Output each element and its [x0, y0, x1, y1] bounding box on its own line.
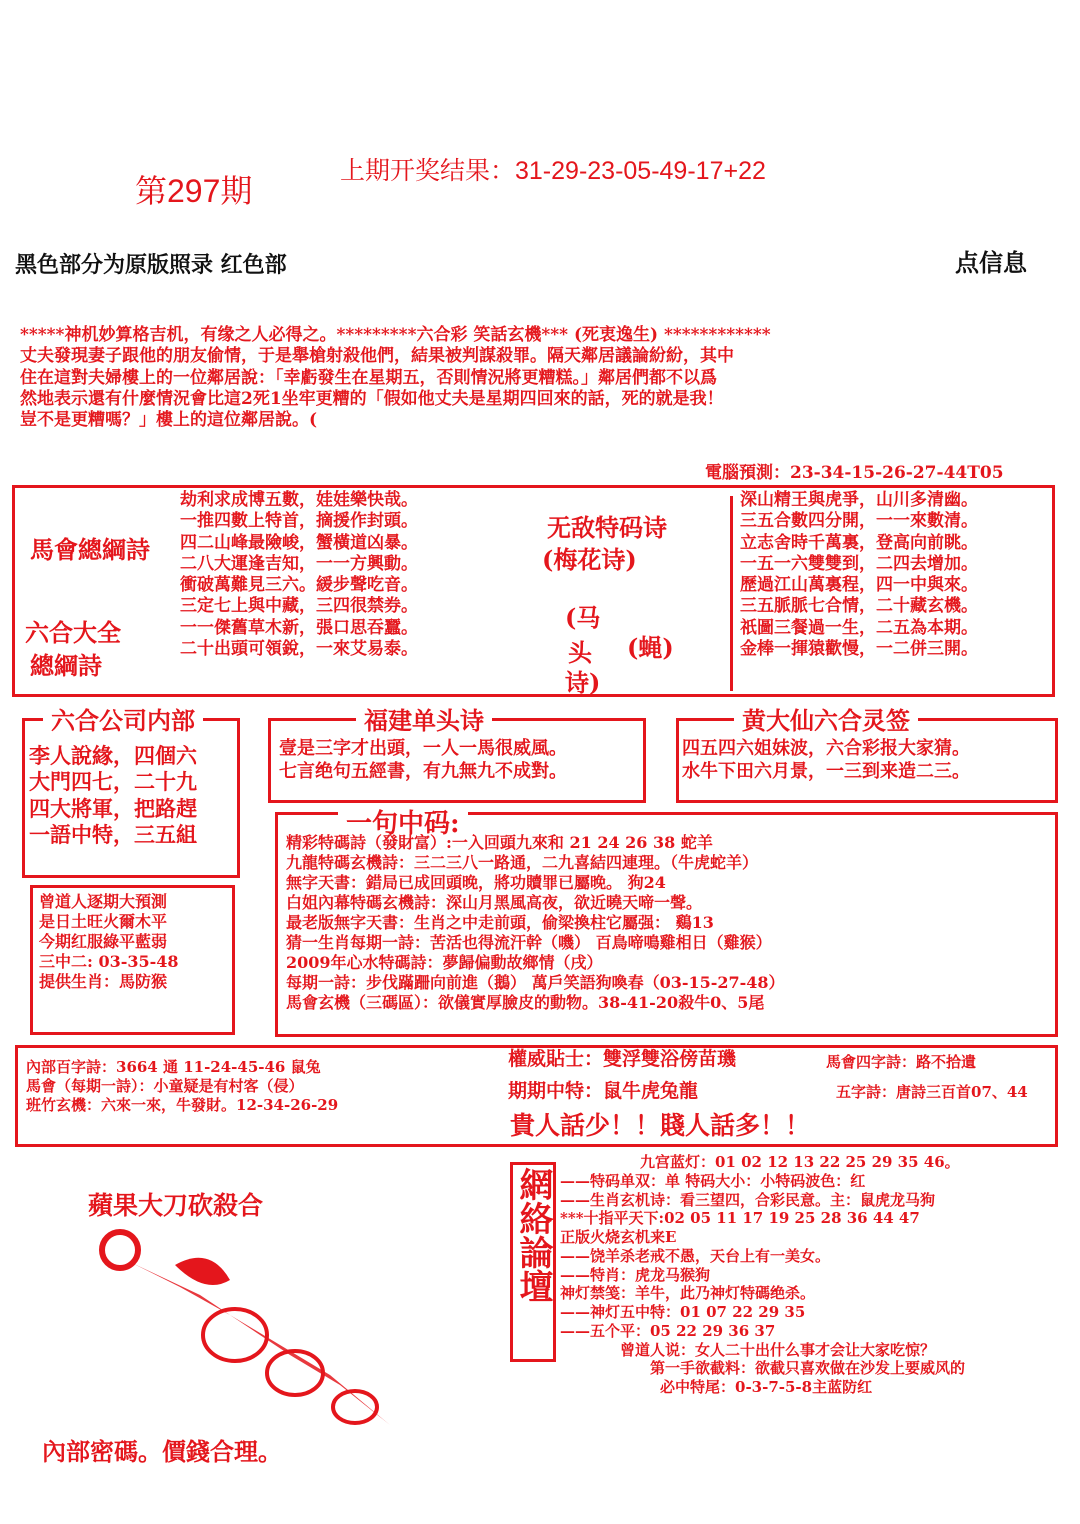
zengdaoren-line: 今期红服綠平藍弱 [39, 932, 168, 951]
poem-line: 三五合數四分開，一一來數清。 [740, 511, 978, 532]
forum-line: ——神灯五中特：01 07 22 29 35 [560, 1303, 806, 1321]
center-sub: (马 [565, 603, 601, 632]
zengdaoren-box [30, 885, 235, 1035]
issue-number: 第297期 [135, 173, 253, 209]
huangdaxian-line: 四五四六姐妹波，六合彩报大家猜。 [682, 738, 970, 759]
center-sub: 头 [568, 638, 592, 667]
fujian-lines [279, 738, 567, 783]
tips-box [15, 1045, 1058, 1147]
forum-line: ——五个平：05 22 29 36 37 [560, 1321, 776, 1340]
code-line: 馬會玄機（三碼區）：欲儀實厚臉皮的動物。38-41-20殺牛0、5尾 [286, 993, 765, 1012]
poem-line: 劫利求成博五數，娃娃樂快哉。 [180, 490, 418, 510]
fujian-box [268, 706, 646, 803]
poem-line: 一推四數上特首，摘援作封頭。 [180, 511, 418, 532]
code-line: 每期一詩：步伐蹣跚向前進（鵝） 萬戶笑語狗喚春（03-15-27-48） [286, 973, 785, 992]
tips-line: 班竹玄機：六來一來，牛發財。12-34-26-29 [26, 1095, 339, 1114]
company-box [22, 706, 240, 878]
code-line: 無字天書：錯局已成回頭晚，將功贖罪已屬晚。 狗24 [286, 873, 666, 892]
intro-line: 住在這對夫婦樓上的一位鄰居說：「幸虧發生在星期五，否則情況將更糟糕。」鄰居們都不以爲 [20, 367, 717, 388]
sword-guard-icon [333, 1391, 377, 1423]
zengdaoren-title: 曾道人逐期大預測 [39, 892, 168, 911]
intro-line: *****神机妙算格吉机，有缘之人必得之。*********六合彩 笑話玄機*** (死衷逸生) ************ [20, 325, 771, 345]
tips-line: 內部百字詩：3664 通 11-24-45-46 鼠兔 [26, 1058, 321, 1076]
sword-title: 蘋果大刀砍殺合 [88, 1191, 264, 1220]
forum-line: 正版火烧玄机来E [560, 1228, 677, 1246]
computer-prediction: 電腦預測：23-34-15-26-27-44T05 [705, 463, 1004, 483]
one-line-code-title: 一句中码: [338, 803, 468, 840]
slogan: 貴人話少！！賤人話多！！ [510, 1111, 811, 1140]
forum-line: 神灯禁笺：羊牛，此乃神灯特碼绝杀。 [560, 1284, 816, 1303]
code-line: 最老版無字天書：生肖之中走前頭，偷梁換柱它屬强： 鷄13 [286, 913, 714, 932]
poem-line: 一一傑舊草木新，張口思吞蠶。 [180, 617, 418, 638]
forum-line: ***十指平天下:02 05 11 17 19 25 28 36 44 47 [560, 1209, 920, 1228]
sword-guard-icon [203, 1309, 267, 1361]
poem-line: 立志舍時千萬裏，登高向前眺。 [740, 532, 978, 553]
code-line: 猜一生肖每期一詩：苦活也得流汗幹（嘰） 百鳥啼鳴雞相日（雞猴） [286, 933, 772, 952]
note-right: 点信息 [955, 248, 1027, 277]
center-title: 无敌特码诗 [547, 513, 667, 542]
company-line: 李人說緣，四個六 [29, 743, 197, 768]
company-line: 一語中特，三五組 [29, 821, 197, 847]
forum-line: ——生肖玄机诗：看三望四，合彩民意。主：鼠虎龙马狗 [560, 1190, 936, 1209]
poem-box [12, 485, 1055, 697]
forum-line: 九宫蓝灯：01 02 12 13 22 25 29 35 46。 [640, 1153, 960, 1171]
note-left: 黑色部分为原版照录 红色部 [15, 252, 287, 278]
fujian-line: 壹是三字才出頭，一人一馬很威風。 [279, 738, 567, 759]
fujian-line: 七言绝句五經書，有九無九不成對。 [279, 760, 567, 782]
forum-line: ——特肖：虎龙马猴狗 [560, 1265, 711, 1284]
sword-ring-icon [102, 1232, 138, 1268]
company-line: 四大將軍，把路趕 [29, 795, 197, 821]
intro-line: 然地表示還有什麼情況會比這2死1坐牢更糟的「假如他丈夫是星期四回來的話，死的就是我！ [20, 388, 724, 409]
code-line: 2009年心水特碼詩：夢歸偏動故鄉情（戌） [286, 953, 603, 972]
forum-line: ——特码单双：单 特码大小：小特码波色：红 [560, 1171, 866, 1190]
huangdaxian-line: 水牛下田六月景，一三到来造二三。 [682, 760, 970, 782]
poem-line: 深山精王與虎爭，山川多清幽。 [740, 490, 978, 510]
tips-left [26, 1058, 338, 1114]
code-line: 白姐內幕特碼玄機詩：深山月黑風高夜，欲近曉天啼一聲。 [286, 893, 703, 912]
huangdaxian-lines [682, 738, 970, 783]
zengdaoren-line: 提供生肖：馬防猴 [39, 972, 168, 991]
code-line: 九龍特碼玄機詩：三二三八一路通，二九喜結四連理。（牛虎蛇羊） [286, 853, 759, 872]
four-char-poem: 馬會四字詩：路不拾遺 [826, 1053, 977, 1071]
one-line-code-box [275, 809, 1058, 1037]
company-title: 六合公司内部 [43, 701, 203, 736]
poem-left-list [180, 490, 418, 660]
zengdaoren-lines [39, 892, 179, 992]
intro-line: 豈不是更糟嗎？」樓上的這位鄰居說。( [20, 410, 318, 430]
company-line: 大門四七，二十九 [29, 769, 197, 795]
five-char-poem: 五字詩：唐詩三百首07、44 [836, 1083, 1028, 1101]
sword-illustration [80, 1225, 410, 1435]
poem-line: 歷過江山萬裏程，四一中與來。 [740, 575, 978, 595]
fujian-title: 福建单头诗 [356, 701, 492, 736]
last-result: 上期开奖结果：31-29-23-05-49-17+22 [340, 157, 766, 185]
forum-label: 網絡論壇 [513, 1167, 553, 1303]
center-subtitle: (梅花诗) [542, 545, 637, 574]
bottom-caption: 內部密碼。價錢合理。 [42, 1437, 282, 1466]
center-sub: 诗) [565, 668, 601, 697]
one-line-code-lines [286, 833, 785, 1013]
poem-line: 祇圖三餐過一生，二五為本期。 [740, 617, 978, 638]
poem-line: 衝破萬難見三六。緩步聲吃音。 [180, 575, 418, 595]
authority-tip: 權威貼士：雙浮雙浴傍苗璣 [508, 1048, 737, 1070]
intro-text [20, 325, 1070, 431]
poem-line: 三五脈脈七合情，二十藏玄機。 [740, 596, 978, 617]
box1-title-a: 馬會總綱詩 [30, 535, 150, 564]
poem-line: 四二山峰最險峻，蟹橫道凶暴。 [180, 532, 418, 553]
tips-line: 馬會（每期一詩）：小童疑是有村客（侵） [26, 1076, 304, 1095]
huangdaxian-box [676, 706, 1058, 803]
poem-line: 二十出頭可領銳，一來艾易泰。 [180, 638, 418, 659]
forum-lines [560, 1153, 965, 1397]
box1-title-b2: 總綱詩 [30, 651, 102, 680]
box1-title-b1: 六合大全 [25, 618, 121, 647]
poem-right-list [740, 490, 978, 660]
center-sub: (蝇) [627, 633, 674, 662]
poem-line: 三定七上與中藏，三四很禁券。 [180, 596, 418, 617]
forum-line: 曾道人说：女人二十出什么事才会让大家吃惊？ [620, 1340, 936, 1359]
huangdaxian-title: 黄大仙六合灵签 [734, 701, 918, 736]
forum-line: 第一手欲截料：欲截只喜欢做在沙发上要威风的 [650, 1359, 966, 1378]
intro-line: 丈夫發現妻子跟他的朋友偷情，于是舉槍射殺他們，結果被判謀殺罪。隔天鄰居議論紛紛，其中 [20, 346, 734, 367]
zengdaoren-line: 是日土旺火爾木平 [39, 912, 168, 931]
sword-blade-icon [132, 1263, 390, 1425]
poem-line: 一五一六雙雙到，二四去增加。 [740, 553, 978, 574]
forum-line: 必中特尾：0-3-7-5-8主蓝防红 [660, 1378, 873, 1396]
forum-label-box [510, 1162, 556, 1362]
every-issue-special: 期期中特：鼠牛虎兔龍 [508, 1080, 699, 1102]
poem-line: 金棒一揮猿歡慢，一二併三開。 [740, 638, 978, 659]
zengdaoren-line: 三中二: 03-35-48 [39, 952, 179, 971]
company-lines [29, 743, 197, 848]
forum-line: ——饶羊杀老戒不愚，天台上有一美女。 [560, 1246, 831, 1265]
code-line: 精彩特碼詩（發財富）:一入回頭九來和 21 24 26 38 蛇羊 [286, 833, 713, 852]
poem-line: 二八大運逢吉知，一一方興動。 [180, 553, 418, 574]
sword-hand-icon [175, 1258, 230, 1285]
